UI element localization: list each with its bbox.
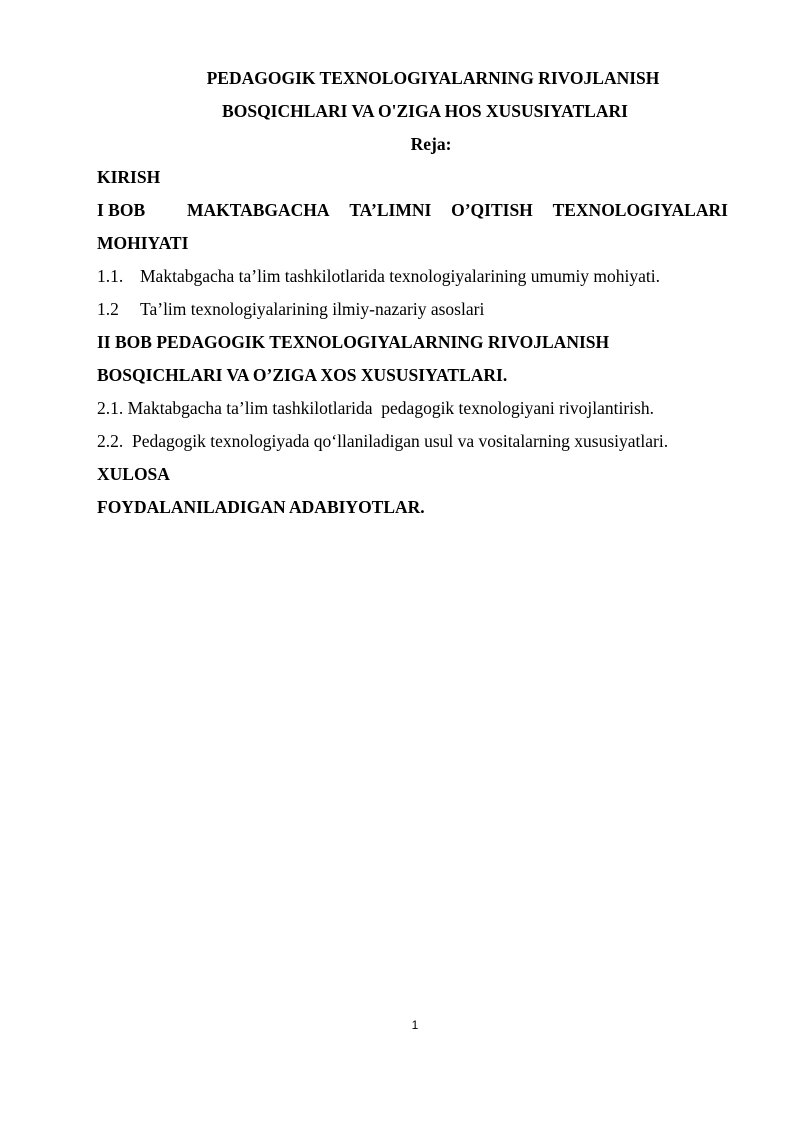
plan-heading: Reja: xyxy=(410,134,452,154)
toc-item: 2.2. Pedagogik texnologiyada qo‘llaniladigan usul va vositalarning xususiyatlari. xyxy=(97,431,669,451)
toc-item-number: 1.2 xyxy=(97,299,119,319)
chapter-2-heading-line-2: BOSQICHLARI VA O’ZIGA XOS XUSUSIYATLARI. xyxy=(97,365,508,385)
chapter-2-heading-line-1: II BOB PEDAGOGIK TEXNOLOGIYALARNING RIVOJLANISH xyxy=(97,332,610,352)
toc-item-text: Maktabgacha ta’lim tashkilotlarida texnologiyalarining umumiy mohiyati. xyxy=(140,266,661,286)
toc-item-number: 1.1. xyxy=(97,266,124,286)
toc-item xyxy=(97,265,660,287)
conclusion-heading: XULOSA xyxy=(97,464,170,484)
document-title-line-2: BOSQICHLARI VA O'ZIGA HOS XUSUSIYATLARI xyxy=(222,101,628,121)
page-number: 1 xyxy=(411,1018,419,1032)
intro-heading: KIRISH xyxy=(97,167,161,187)
toc-item xyxy=(97,298,484,320)
chapter-1-word: O’QITISH xyxy=(451,200,533,220)
chapter-1-word: TEXNOLOGIYALARI xyxy=(552,200,728,220)
chapter-1-label: I BOB xyxy=(97,200,146,220)
chapter-1-heading xyxy=(97,199,728,221)
document-title-line-1: PEDAGOGIK TEXNOLOGIYALARNING RIVOJLANISH xyxy=(206,68,660,88)
chapter-1-word: MAKTABGACHA xyxy=(186,200,330,220)
references-heading: FOYDALANILADIGAN ADABIYOTLAR. xyxy=(97,497,425,517)
toc-item-text: Ta’lim texnologiyalarining ilmiy-nazariy asoslari xyxy=(140,299,485,319)
chapter-1-word: TA’LIMNI xyxy=(349,200,432,220)
chapter-1-heading-continuation: MOHIYATI xyxy=(97,233,189,253)
toc-item: 2.1. Maktabgacha ta’lim tashkilotlarida pedagogik texnologiyani rivojlantirish. xyxy=(97,398,654,418)
